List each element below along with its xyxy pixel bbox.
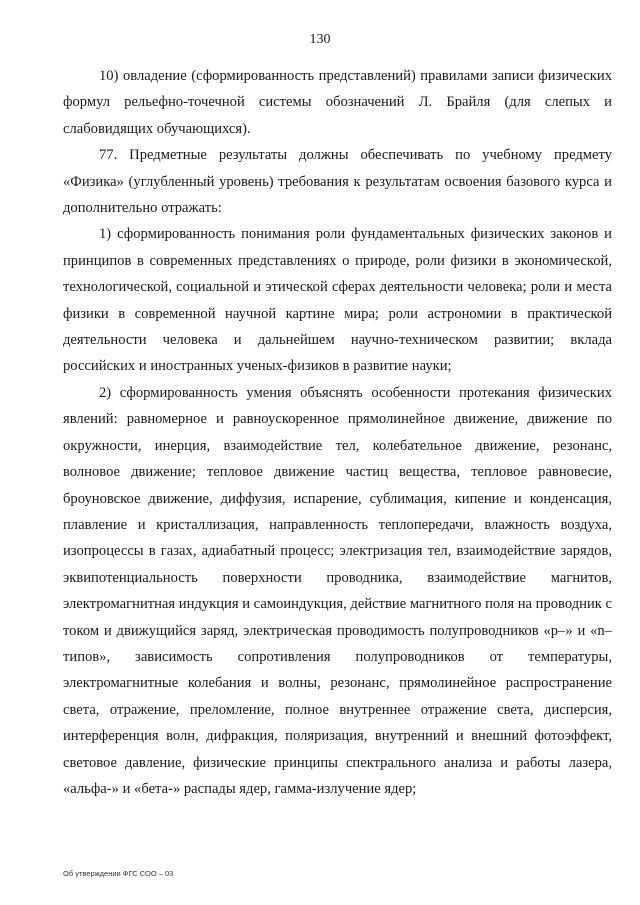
paragraph-item-10: 10) овладение (сформированность представлений) правилами записи физических формул рельефно-точечной системы обозначений Л. Брайля (для слепых и слабовидящих обучающихся). (63, 68, 612, 137)
document-footer: Об утверждении ФГС СОО – 03 (63, 869, 174, 878)
document-body (63, 63, 612, 802)
paragraph-item-1: 1) сформированность понимания роли фундаментальных физических законов и принципов в современных представлениях о природе, роли физики в экономической, технологической, социальной и этической сферах деятельности человека; роли и места физики в современной научной картине мира; роли астрономии в практической деятельности человека и дальнейшем научно-техническом развитии; вклада российских и иностранных ученых-физиков в развитие науки; (63, 226, 612, 375)
paragraph-section-77: 77. Предметные результаты должны обеспечивать по учебному предмету «Физика» (углубленный уровень) требования к результатам освоения базового курса и дополнительно отражать: (63, 147, 612, 217)
page-number: 130 (309, 32, 331, 47)
paragraph-item-2: 2) сформированность умения объяснять особенности протекания физических явлений: равномерное и равноускоренное прямолинейное движение, движение по окружности, инерция, взаимодействие тел, колебательное движение, резонанс, волновое движение; тепловое движение частиц вещества, тепловое равновесие, броуновское движение, диффузия, испарение, сублимация, кипение и конденсация, плавление и кристаллизация, направленность теплопередачи, влажность воздуха, изопроцессы в газах, адиабатный процесс; электризация тел, взаимодействие зарядов, эквипотенциальность поверхности проводника, взаимодействие магнитов, электромагнитная индукция и самоиндукция, действие магнитного поля на проводник с током и движущийся заряд, электрическая проводимость полупроводников «p–» и «n–типов», зависимость сопротивления полупроводников от температуры, электромагнитные колебания и волны, резонанс, прямолинейное распространение света, отражение, преломление, полное внутреннее отражение света, дисперсия, интерференция волн, дифракция, поляризация, внутренний и внешний фотоэффект, световое давление, физические принципы спектрального анализа и работы лазера, «альфа-» и «бета-» распады ядер, гамма-излучение ядер; (63, 384, 612, 797)
